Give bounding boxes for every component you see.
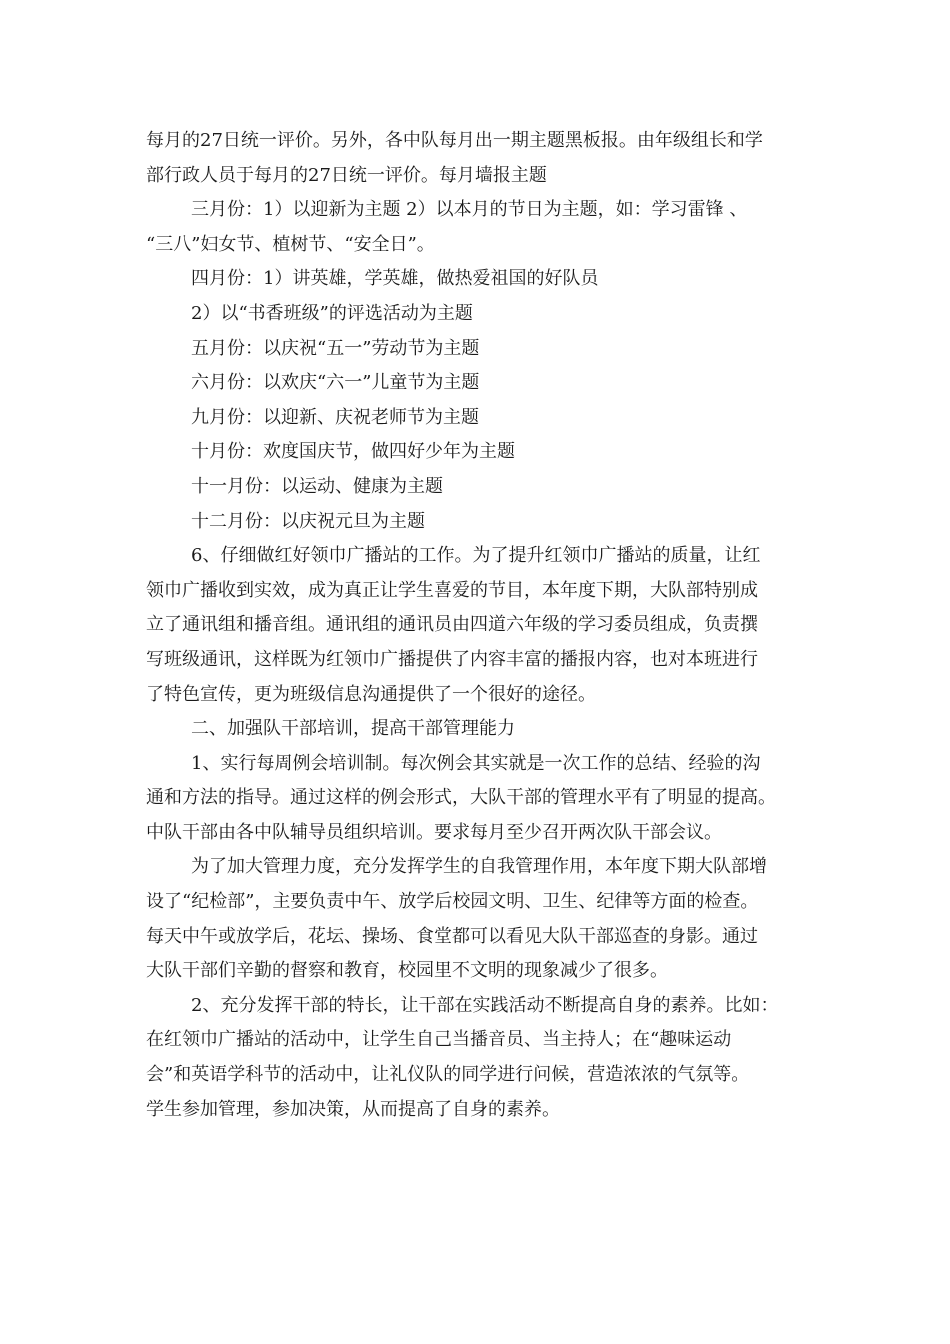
text-line: 领巾广播收到实效，成为真正让学生喜爱的节目，本年度下期，大队部特别成 [146, 579, 758, 601]
text-line: 十二月份：以庆祝元旦为主题 [191, 510, 425, 532]
text-line: 2、充分发挥干部的特长，让干部在实践活动不断提高自身的素养。比如： [191, 994, 779, 1016]
text-line: 十一月份：以运动、健康为主题 [191, 475, 443, 497]
text-line: “三八”妇女节、植树节、“安全日”。 [146, 233, 435, 255]
text-line: 四月份：1）讲英雄，学英雄，做热爱祖国的好队员 [191, 268, 599, 290]
text-line: 二、加强队干部培训，提高干部管理能力 [191, 718, 515, 740]
text-line: 五月份：以庆祝“五一”劳动节为主题 [191, 337, 480, 359]
text-line: 为了加大管理力度，充分发挥学生的自我管理作用，本年度下期大队部增 [191, 856, 767, 878]
text-line: 会”和英语学科节的活动中，让礼仪队的同学进行问候，营造浓浓的气氛等。 [146, 1064, 750, 1086]
text-line: 通和方法的指导。通过这样的例会形式，大队干部的管理水平有了明显的提高。 [146, 787, 776, 809]
text-line: 部行政人员于每月的27日统一评价。每月墙报主题 [146, 164, 547, 186]
text-line: 在红领巾广播站的活动中，让学生自己当播音员、当主持人；在“趣味运动 [146, 1029, 732, 1051]
text-line: 1、实行每周例会培训制。每次例会其实就是一次工作的总结、经验的沟 [191, 752, 761, 774]
text-line: 写班级通讯，这样既为红领巾广播提供了内容丰富的播报内容，也对本班进行 [146, 648, 758, 670]
document-body [146, 124, 810, 1127]
text-line: 设了“纪检部”，主要负责中午、放学后校园文明、卫生、纪律等方面的检查。 [146, 891, 759, 913]
text-line: 立了通讯组和播音组。通讯组的通讯员由四道六年级的学习委员组成，负责撰 [146, 614, 758, 636]
text-line: 每月的27日统一评价。另外，各中队每月出一期主题黑板报。由年级组长和学 [146, 130, 763, 151]
text-line: 大队干部们辛勤的督察和教育，校园里不文明的现象减少了很多。 [146, 960, 668, 982]
text-line: 十月份：欢度国庆节，做四好少年为主题 [191, 441, 515, 463]
text-line: 六月份：以欢庆“六一”儿童节为主题 [191, 372, 480, 394]
text-line: 6、仔细做红好领巾广播站的工作。为了提升红领巾广播站的质量，让红 [191, 545, 761, 567]
text-line: 每天中午或放学后，花坛、操场、食堂都可以看见大队干部巡查的身影。通过 [146, 925, 758, 947]
text-line: 学生参加管理，参加决策，从而提高了自身的素养。 [146, 1098, 560, 1120]
text-line: 九月份：以迎新、庆祝老师节为主题 [191, 406, 479, 428]
text-line: 了特色宣传，更为班级信息沟通提供了一个很好的途径。 [146, 683, 596, 705]
text-line: 2）以“书香班级”的评选活动为主题 [191, 302, 473, 324]
text-line: 三月份：1）以迎新为主题 2）以本月的节日为主题，如：学习雷锋 、 [191, 199, 748, 221]
text-line: 中队干部由各中队辅导员组织培训。要求每月至少召开两次队干部会议。 [146, 821, 722, 843]
